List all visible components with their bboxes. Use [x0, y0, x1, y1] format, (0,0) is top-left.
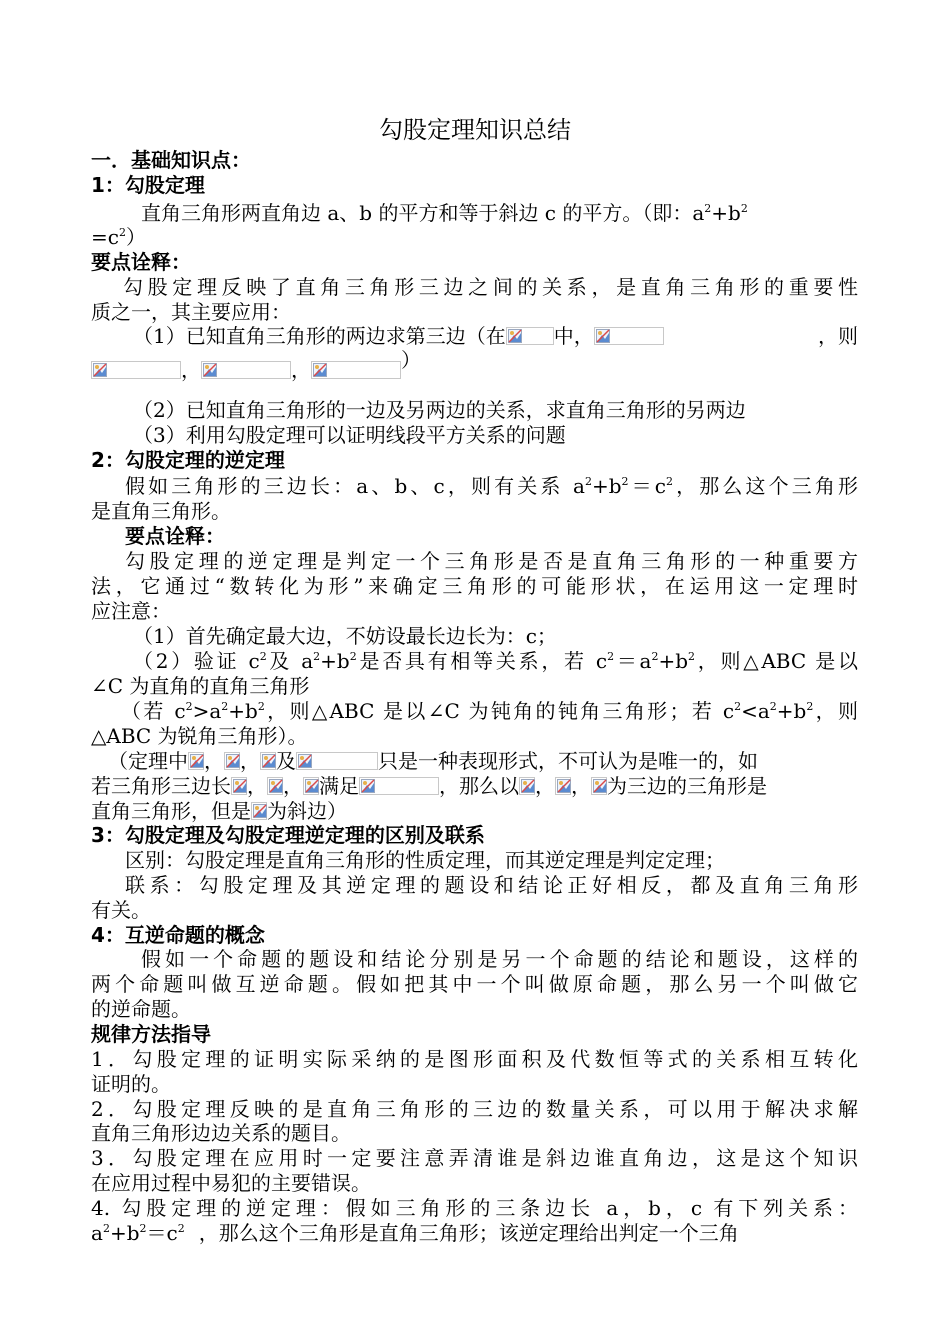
section-heading-methods: 规律方法指导 — [91, 1022, 211, 1046]
text-span: ， — [291, 358, 311, 382]
superscript: 2 — [769, 700, 777, 713]
method-1: 1．勾股定理的证明实际采纳的是图形面积及代数恒等式的关系相互转化 — [91, 1047, 858, 1071]
point-2-cont: ∠C 为直角的直角三角形 — [91, 674, 310, 698]
point-2 — [133, 649, 858, 673]
method-2-cont: 直角三角形边边关系的题目。 — [91, 1121, 351, 1145]
application-2: （2）已知直角三角形的一边及另两边的关系，求直角三角形的另两边 — [133, 398, 746, 422]
text-span: >a — [192, 699, 222, 723]
text-span: a — [91, 1221, 103, 1245]
notes-line: 勾股定理反映了直角三角形三边之间的关系，是直角三角形的重要性 — [123, 275, 858, 299]
notes-line: 应注意： — [91, 599, 171, 623]
superscript: 2 — [734, 700, 742, 713]
superscript: 2 — [704, 202, 712, 215]
superscript: 2 — [118, 226, 126, 239]
subheading-converse-theorem: 2：勾股定理的逆定理 — [91, 448, 285, 472]
broken-image-icon — [519, 777, 535, 795]
text-span: ， — [247, 774, 267, 798]
notes-line: 勾股定理的逆定理是判定一个三角形是否是直角三角形的一种重要方 — [125, 549, 858, 573]
text-span: +b — [776, 699, 807, 723]
page-title: 勾股定理知识总结 — [379, 116, 571, 144]
text-span: ， — [204, 749, 224, 773]
broken-image-icon — [591, 777, 607, 795]
text-span: ，那么这个三角形 — [672, 474, 859, 498]
broken-image-icon — [188, 752, 204, 770]
broken-image-icon — [506, 327, 554, 345]
superscript: 2 — [806, 700, 814, 713]
theorem-statement-cont — [91, 225, 858, 249]
text-span: ，那么这个三角形是直角三角形；该逆定理给出判定一个三角 — [198, 1221, 739, 1245]
text-span: +b — [228, 699, 258, 723]
superscript: 2 — [621, 475, 629, 488]
superscript: 2 — [139, 1222, 147, 1235]
text-span: ） — [125, 225, 146, 249]
text-span: ，则△ABC 是以∠C 为钝角的钝角三角形；若 c — [264, 699, 735, 723]
method-1-cont: 证明的。 — [91, 1072, 171, 1096]
text-span: 中， — [553, 324, 594, 348]
superscript: 2 — [102, 1222, 110, 1235]
theorem-note-line3 — [91, 799, 858, 823]
concept-line: 两个命题叫做互逆命题。假如把其中一个叫做原命题，那么另一个叫做它 — [91, 972, 858, 996]
broken-image-icon — [303, 777, 319, 795]
text-span: +b — [591, 474, 622, 498]
notes-line: 质之一，其主要应用： — [91, 300, 291, 324]
text-span: 若三角形三边长 — [91, 774, 231, 798]
point-1: （1）首先确定最大边，不妨设最长边长为：c； — [133, 624, 557, 648]
text-span: <a — [741, 699, 770, 723]
theorem-statement — [141, 201, 858, 225]
subheading-pythagorean-theorem: 1：勾股定理 — [91, 173, 205, 197]
text-span: 及 — [276, 749, 296, 773]
text-span: ， — [181, 358, 201, 382]
text-span: 满足 — [319, 774, 359, 798]
text-span: ＝a — [614, 649, 652, 673]
text-span: （1）已知直角三角形的两边求第三边（在 — [133, 324, 506, 348]
text-span: 直角三角形，但是 — [91, 799, 251, 823]
broken-image-icon — [231, 777, 247, 795]
broken-image-icon — [359, 777, 439, 795]
method-4-cont — [91, 1221, 858, 1245]
section-heading-basics: 一．基础知识点： — [91, 148, 251, 172]
application-1-formulas — [91, 348, 858, 382]
concept-line: 的逆命题。 — [91, 997, 191, 1021]
text-span: 为三边的三角形是 — [607, 774, 767, 798]
converse-statement-cont: 是直角三角形。 — [91, 499, 231, 523]
superscript: 2 — [665, 475, 673, 488]
text-span: ） — [401, 348, 421, 372]
broken-image-icon — [91, 361, 181, 379]
superscript: 2 — [740, 202, 748, 215]
method-3: 3．勾股定理在应用时一定要注意弄清谁是斜边谁直角边，这是这个知识 — [91, 1146, 858, 1170]
text-span: ，那么以 — [439, 774, 519, 798]
text-span: 只是一种表现形式，不可认为是唯一的，如 — [378, 749, 758, 773]
text-span: +b — [711, 201, 741, 225]
superscript: 2 — [313, 650, 321, 663]
text-span: ， — [283, 774, 303, 798]
text-span: ， — [571, 774, 591, 798]
text-span: +b — [109, 1221, 140, 1245]
superscript: 2 — [688, 650, 696, 663]
text-span: +b — [658, 649, 689, 673]
point-3 — [121, 699, 858, 723]
superscript: 2 — [221, 700, 229, 713]
method-4: 4. 勾股定理的逆定理：假如三角形的三条边长 a，b，c 有下列关系： — [91, 1196, 858, 1220]
text-span: ，则 — [813, 699, 859, 723]
text-span: ，则△ABC 是以 — [695, 649, 858, 673]
notes-line: 法，它通过“数转化为形”来确定三角形的可能形状，在运用这一定理时 — [91, 574, 858, 598]
superscript: 2 — [259, 650, 267, 663]
subheading-difference-and-relation: 3：勾股定理及勾股定理逆定理的区别及联系 — [91, 823, 485, 847]
text-span: 直角三角形两直角边 a、b 的平方和等于斜边 c 的平方。（即：a — [141, 201, 705, 225]
broken-image-icon — [594, 327, 664, 345]
text-span: （2）验证 c — [133, 649, 260, 673]
broken-image-icon — [267, 777, 283, 795]
superscript: 2 — [607, 650, 615, 663]
text-span: +b — [320, 649, 350, 673]
text-span: ＝c — [146, 1221, 178, 1245]
method-3-cont: 在应用过程中易犯的主要错误。 — [91, 1171, 371, 1195]
text-span: 是否具有相等关系，若 c — [356, 649, 608, 673]
notes-heading: 要点诠释： — [125, 524, 225, 548]
application-3: （3）利用勾股定理可以证明线段平方关系的问题 — [133, 423, 566, 447]
text-span: =c — [91, 225, 119, 249]
theorem-note-line1 — [108, 749, 858, 773]
point-3-cont: △ABC 为锐角三角形）。 — [91, 724, 308, 748]
text-span: （若 c — [121, 699, 186, 723]
broken-image-icon — [296, 752, 378, 770]
superscript: 2 — [584, 475, 592, 488]
broken-image-icon — [311, 361, 401, 379]
method-2: 2．勾股定理反映的是直角三角形的三边的数量关系，可以用于解决求解 — [91, 1097, 858, 1121]
relation-line-cont: 有关。 — [91, 898, 151, 922]
broken-image-icon — [201, 361, 291, 379]
application-1 — [133, 324, 858, 348]
notes-heading: 要点诠释： — [91, 250, 191, 274]
relation-line: 联系：勾股定理及其逆定理的题设和结论正好相反，都及直角三角形 — [125, 873, 858, 897]
converse-statement — [125, 474, 858, 498]
text-span: ， — [535, 774, 555, 798]
superscript: 2 — [177, 1222, 185, 1235]
superscript: 2 — [651, 650, 659, 663]
broken-image-icon — [224, 752, 240, 770]
superscript: 2 — [257, 700, 265, 713]
text-span: ＝c — [628, 474, 666, 498]
superscript: 2 — [185, 700, 193, 713]
broken-image-icon — [260, 752, 276, 770]
text-span: ，则 — [818, 324, 858, 348]
broken-image-icon — [251, 802, 267, 820]
difference-line: 区别：勾股定理是直角三角形的性质定理，而其逆定理是判定定理； — [125, 848, 725, 872]
subheading-converse-propositions: 4：互逆命题的概念 — [91, 923, 265, 947]
text-span: ， — [240, 749, 260, 773]
superscript: 2 — [349, 650, 357, 663]
text-span: 假如三角形的三边长：a、b、c，则有关系 a — [125, 474, 585, 498]
theorem-note-line2 — [91, 774, 858, 798]
broken-image-icon — [555, 777, 571, 795]
text-span: （定理中 — [108, 749, 188, 773]
text-span: 为斜边） — [267, 799, 347, 823]
text-span: 及 a — [266, 649, 314, 673]
concept-line: 假如一个命题的题设和结论分别是另一个命题的结论和题设，这样的 — [141, 947, 858, 971]
